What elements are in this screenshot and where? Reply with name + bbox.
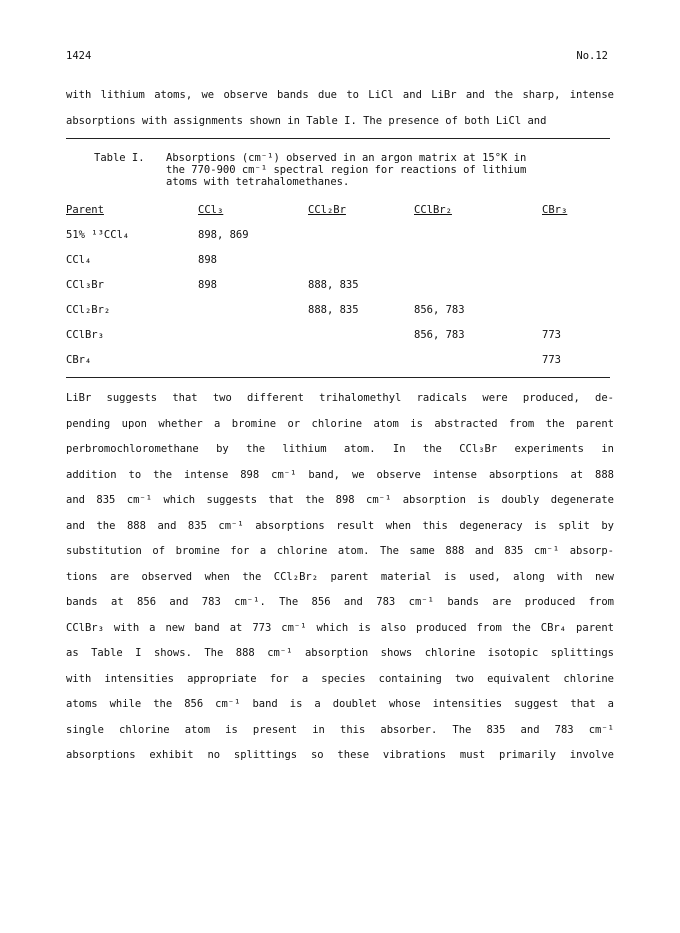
page-number: 1424 <box>66 50 92 62</box>
caption-line: Absorptions (cm⁻¹) observed in an argon matrix at 15°K in <box>166 152 527 164</box>
text-line: single chlorine atom is present in this absorber. The 835 and 783 cm⁻¹ <box>66 723 614 736</box>
table-cell: CCl₂Br₂ <box>66 304 111 316</box>
table-row <box>66 304 612 329</box>
table-cell: 898 <box>198 279 217 291</box>
table-cell: CClBr₃ <box>66 329 104 341</box>
table-cell: CCl₃Br <box>66 279 104 291</box>
header-ccl2br: CCl₂Br <box>308 204 346 216</box>
table-cell: 856, 783 <box>414 329 465 341</box>
caption-line: the 770-900 cm⁻¹ spectral region for reactions of lithium <box>166 164 527 176</box>
table-row <box>66 229 612 254</box>
table-cell: CCl₄ <box>66 254 92 266</box>
table-row <box>66 329 612 354</box>
text-line: and the 888 and 835 cm⁻¹ absorptions result when this degeneracy is split by <box>66 519 614 532</box>
text-line: perbromochloromethane by the lithium atom. In the CCl₃Br experiments in <box>66 443 614 455</box>
text-line: pending upon whether a bromine or chlorine atom is abstracted from the parent <box>66 417 614 430</box>
table-row <box>66 279 612 304</box>
body-paragraph <box>66 386 614 769</box>
text-line: substitution of bromine for a chlorine atom. The same 888 and 835 cm⁻¹ absorp- <box>66 545 614 557</box>
table-bottom-rule <box>66 377 610 378</box>
text-line: tions are observed when the CCl₂Br₂ parent material is used, along with new <box>66 570 614 583</box>
table-label: Table I. <box>94 152 145 164</box>
text-line: and 835 cm⁻¹ which suggests that the 898 cm⁻¹ absorption is doubly degenerate <box>66 494 614 506</box>
table-cell: 773 <box>542 329 561 341</box>
table-cell: 888, 835 <box>308 279 359 291</box>
table-cell: CBr₄ <box>66 354 92 366</box>
header-ccl3: CCl₃ <box>198 204 224 216</box>
intro-paragraph <box>66 83 614 134</box>
text-line: LiBr suggests that two different trihalomethyl radicals were produced, de- <box>66 392 614 404</box>
table-cell: 51% ¹³CCl₄ <box>66 229 130 241</box>
text-line: with lithium atoms, we observe bands due to LiCl and LiBr and the sharp, intense <box>66 89 614 101</box>
table-cell: 898, 869 <box>198 229 249 241</box>
text-line: addition to the intense 898 cm⁻¹ band, we observe intense absorptions at 888 <box>66 468 614 481</box>
text-line: CClBr₃ with a new band at 773 cm⁻¹ which is also produced from the CBr₄ parent <box>66 621 614 634</box>
table-cell: 888, 835 <box>308 304 359 316</box>
table-top-rule <box>66 138 610 139</box>
header-parent: Parent <box>66 204 104 216</box>
table-caption <box>94 152 586 188</box>
text-line: absorptions exhibit no splittings so these vibrations must primarily involve <box>66 749 614 761</box>
text-line: as Table I shows. The 888 cm⁻¹ absorption shows chlorine isotopic splittings <box>66 647 614 659</box>
table-row <box>66 354 612 379</box>
table-cell: 856, 783 <box>414 304 465 316</box>
absorption-table <box>66 204 612 379</box>
text-line: with intensities appropriate for a species containing two equivalent chlorine <box>66 672 614 685</box>
issue-number: No.12 <box>576 50 608 62</box>
text-line: bands at 856 and 783 cm⁻¹. The 856 and 783 cm⁻¹ bands are produced from <box>66 596 614 608</box>
table-cell: 898 <box>198 254 217 266</box>
text-line: absorptions with assignments shown in Table I. The presence of both LiCl and <box>66 114 547 127</box>
header-cclbr2: CClBr₂ <box>414 204 452 216</box>
header-cbr3: CBr₃ <box>542 204 568 216</box>
caption-line: atoms with tetrahalomethanes. <box>166 176 350 188</box>
table-row <box>66 254 612 279</box>
table-cell: 773 <box>542 354 561 366</box>
table-header-row <box>66 204 612 229</box>
text-line: atoms while the 856 cm⁻¹ band is a doublet whose intensities suggest that a <box>66 698 614 710</box>
